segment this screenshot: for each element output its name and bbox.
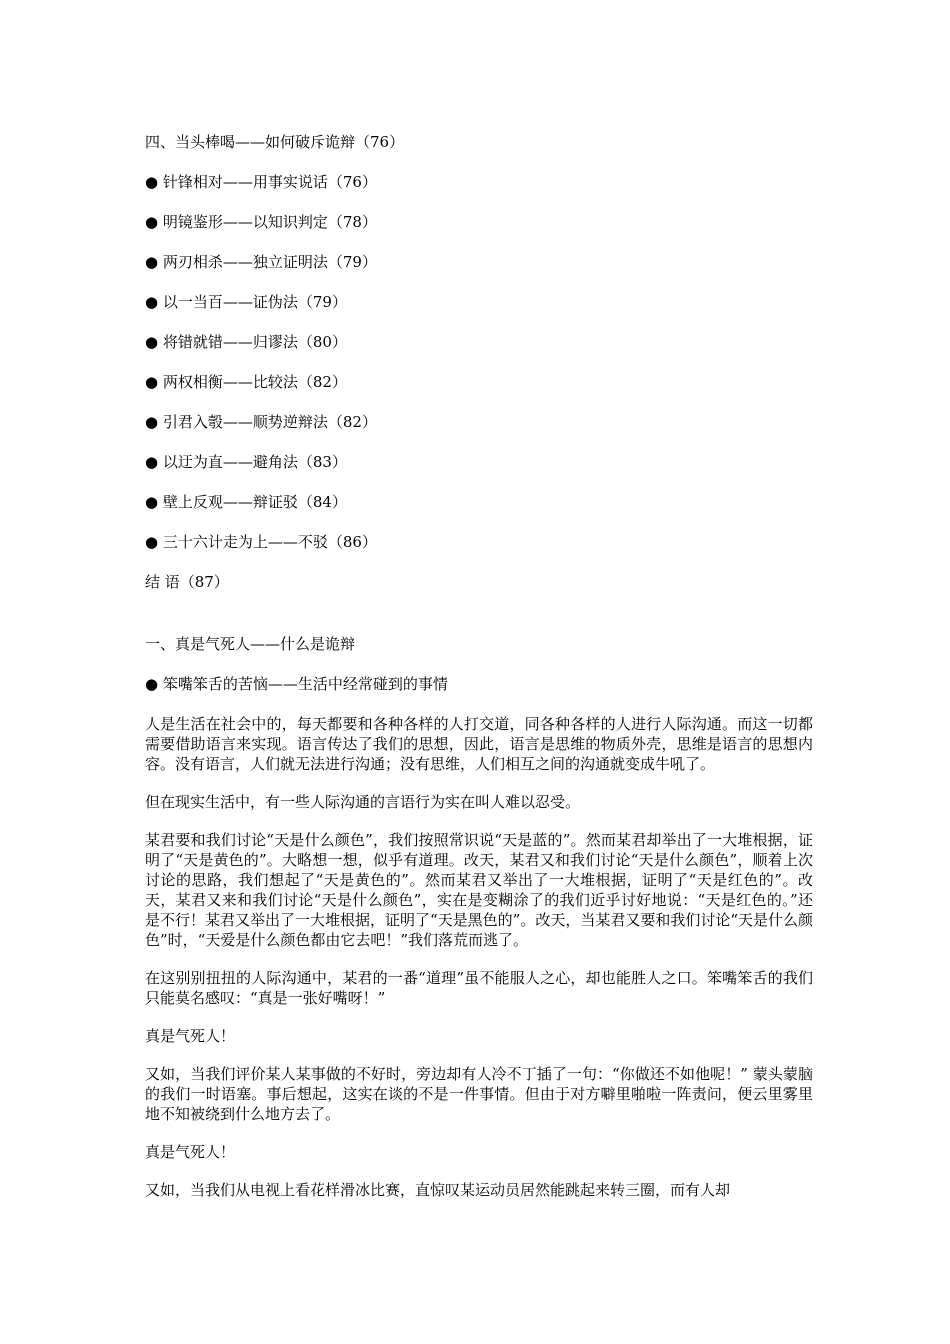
- toc-item: ● 两权相衡——比较法（82）: [145, 373, 347, 391]
- toc-item: ● 针锋相对——用事实说话（76）: [145, 173, 377, 191]
- toc-item: ● 引君入彀——顺势逆辩法（82）: [145, 413, 377, 431]
- body-paragraph: 真是气死人！: [145, 1027, 236, 1045]
- body-paragraph: 又如，当我们评价某人某事做的不好时，旁边却有人冷不丁插了一句：“你做还不如他呢！” 蒙头蒙脑的我们一时语塞。事后想起，这实在谈的不是一件事情。但由于对方噼里啪啦一阵责问，便云里雾里地不知被绕到什么地方去了。: [145, 1065, 813, 1123]
- body-paragraph: 又如，当我们从电视上看花样滑冰比赛，直惊叹某运动员居然能跳起来转三圈，而有人却: [145, 1181, 731, 1199]
- conclusion-heading: 结 语（87）: [145, 573, 229, 591]
- body-paragraph: 真是气死人！: [145, 1143, 236, 1161]
- toc-item: ● 壁上反观——辩证驳（84）: [145, 493, 347, 511]
- body-paragraph: 某君要和我们讨论“天是什么颜色”，我们按照常识说“天是蓝的”。然而某君却举出了一大堆根据，证明了“天是黄色的”。大略想一想，似乎有道理。改天，某君又和我们讨论“天是什么颜色”，顺着上次讨论的思路，我们想起了“天是黄色的”。然而某君又举出了一大堆根据，证明了“天是红色的”。改天，某君又来和我们讨论“天是什么颜色”，实在是变糊涂了的我们近乎讨好地说：“天是红色的。”还是不行！某君又举出了一大堆根据，证明了“天是黑色的”。改天，当某君又要和我们讨论“天是什么颜色”时，“天爱是什么颜色都由它去吧！”我们落荒而逃了。: [145, 831, 814, 949]
- section-spacer: [145, 612, 813, 634]
- body-paragraph: 人是生活在社会中的，每天都要和各种各样的人打交道，同各种各样的人进行人际沟通。而这一切都需要借助语言来实现。语言传达了我们的思想，因此，语言是思维的物质外壳，思维是语言的思想内容。没有语言，人们就无法进行沟通；没有思维，人们相互之间的沟通就变成牛吼了。: [145, 715, 813, 773]
- body-paragraph: 但在现实生活中，有一些人际沟通的言语行为实在叫人难以忍受。: [145, 793, 581, 811]
- toc-item: ● 将错就错——归谬法（80）: [145, 333, 347, 351]
- body-paragraph: 在这别别扭扭的人际沟通中，某君的一番“道理”虽不能服人之心，却也能胜人之口。笨嘴笨舌的我们只能莫名感叹：“真是一张好嘴呀！”: [145, 969, 813, 1007]
- chapter-heading: 四、当头棒喝——如何破斥诡辩（76）: [145, 133, 405, 151]
- toc-item: ● 明镜鉴形——以知识判定（78）: [145, 213, 377, 231]
- chapter-heading: 一、真是气死人——什么是诡辩: [145, 635, 356, 653]
- toc-item: ● 两刃相杀——独立证明法（79）: [145, 253, 377, 271]
- toc-item: ● 三十六计走为上——不驳（86）: [145, 533, 377, 551]
- section-heading: ● 笨嘴笨舌的苦恼——生活中经常碰到的事情: [145, 675, 448, 693]
- document-page: [145, 132, 813, 1218]
- toc-item: ● 以迂为直——避角法（83）: [145, 453, 347, 471]
- toc-item: ● 以一当百——证伪法（79）: [145, 293, 347, 311]
